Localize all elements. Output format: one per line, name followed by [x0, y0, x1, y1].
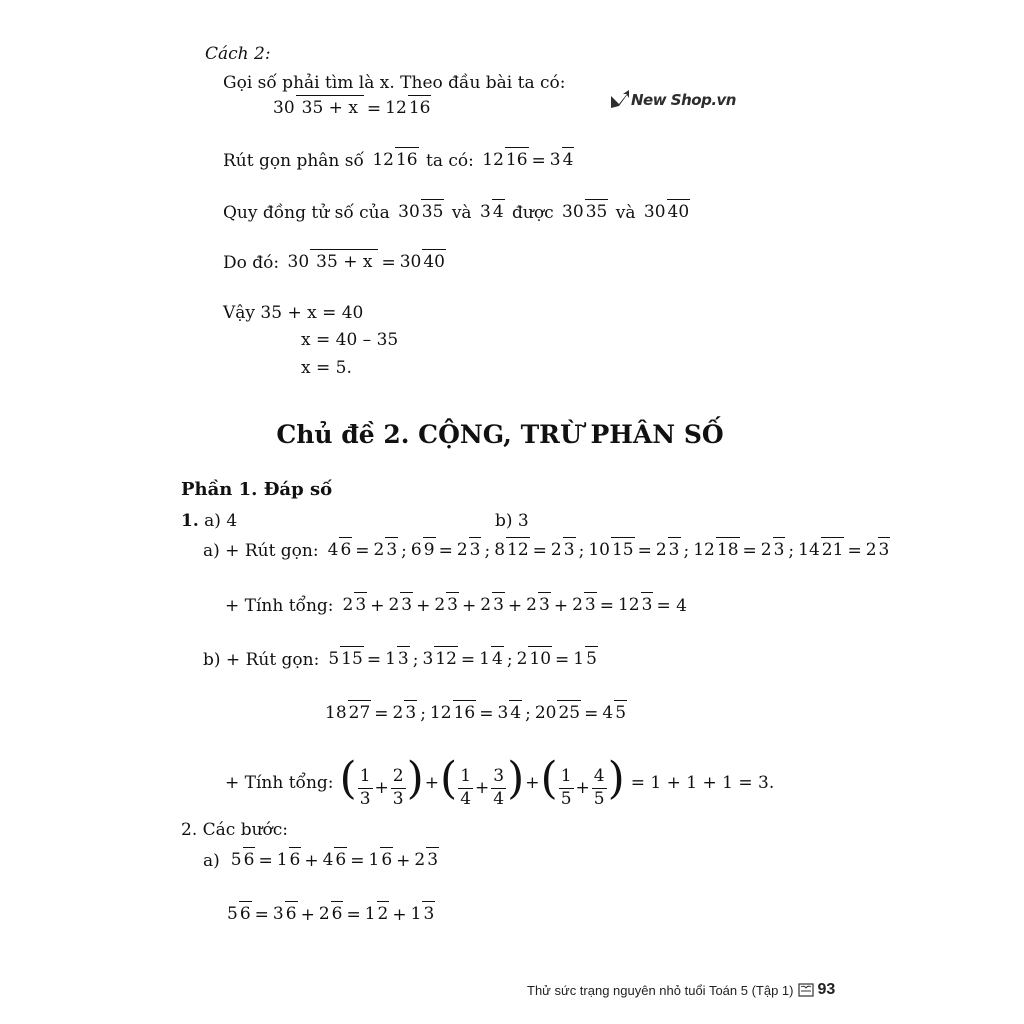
method2-line3: x = 5. [301, 358, 352, 378]
fraction [384, 651, 410, 669]
denominator: 21 [821, 537, 845, 560]
operator: + [374, 778, 389, 798]
q2-heading: 2. Các bước: [181, 820, 289, 840]
numerator: 5 [227, 904, 238, 925]
fraction [410, 906, 436, 924]
numerator: 1 [573, 649, 585, 670]
denominator: 3 [426, 847, 439, 870]
operator: = [346, 905, 361, 925]
q1-a-sum: + Tính tổng: 2 3 + 2 3 + 2 3 + 2 3 + 2 3 + 2 3 = 12 3 = 4 [225, 596, 688, 616]
logo-text: New Shop.vn [631, 91, 736, 109]
denominator: 3 [404, 700, 417, 723]
operator: = [599, 596, 614, 616]
denominator: 3 [385, 537, 398, 560]
denominator: 9 [423, 537, 436, 560]
operator: ; [506, 650, 513, 670]
q1-b-answer: b) 3 [495, 511, 529, 531]
fraction: 3 4 [549, 152, 575, 170]
method2-therefore: Do đó: 30 35 + x = 30 40 [223, 253, 448, 273]
fraction [493, 542, 529, 560]
fraction [327, 651, 363, 669]
operator: = [254, 905, 269, 925]
operator: = [742, 541, 757, 561]
numerator: 2 [392, 703, 404, 724]
operator: + [553, 596, 569, 616]
q1-a-simplify: a) + Rút gọn: 4 6 = 2 3 ; 6 9 = 2 3 ; 8 12 = 2 3 ; 10 15 = 2 3 ; 12 18 = 2 3 ; 14 21 = 2 3 [203, 541, 892, 561]
operator: + [462, 596, 477, 616]
operator: = [637, 541, 652, 561]
denominator: 6 [285, 901, 298, 924]
operator: ; [525, 704, 531, 724]
denominator: 4 [509, 700, 522, 723]
operator: + [392, 905, 407, 925]
fraction [226, 906, 252, 924]
denominator: 4 [491, 646, 504, 669]
denominator: 3 [359, 789, 371, 809]
fraction [534, 705, 581, 723]
denominator: 3 [392, 789, 404, 809]
fraction [368, 852, 394, 870]
parenthesized-group [339, 753, 424, 809]
operator: ; [683, 541, 690, 561]
method2-common: Quy đồng tử số của 30 35 và 3 4 được 30 35 và 30 40 [223, 203, 692, 223]
denominator: 6 [331, 901, 344, 924]
denominator: 27 [348, 700, 372, 723]
fraction: 3 4 [479, 204, 505, 222]
fraction: 12 16 [384, 100, 431, 118]
fraction [392, 768, 405, 809]
denominator: 25 [557, 700, 581, 723]
numerator: 12 [693, 540, 715, 561]
numerator: 1 [368, 850, 380, 871]
fraction: 30 40 [643, 204, 690, 222]
fraction [429, 705, 476, 723]
operator: + [416, 596, 431, 616]
operator: = [350, 851, 365, 871]
numerator: 2 [388, 595, 400, 616]
numerator: 4 [593, 766, 605, 787]
fraction [410, 542, 436, 560]
denominator: 6 [380, 847, 393, 870]
fraction [272, 906, 298, 924]
fraction [525, 597, 551, 615]
arrow-logo-icon [609, 90, 631, 110]
numerator: 12 [429, 703, 452, 724]
fraction [359, 768, 372, 809]
numerator: 4 [322, 850, 334, 871]
operator: ; [578, 541, 585, 561]
numerator: 2 [865, 540, 877, 561]
operator: + [304, 851, 319, 871]
numerator: 2 [572, 595, 583, 616]
operator: = [584, 704, 599, 724]
fraction [496, 705, 522, 723]
method2-simplify: Rút gọn phân số 12 16 ta có: 12 16 = 3 4 [223, 151, 576, 171]
fraction [413, 852, 439, 870]
fraction [492, 768, 505, 809]
operator: = [438, 541, 453, 561]
fraction [459, 768, 472, 809]
parenthesized-group [540, 753, 625, 809]
fraction [797, 542, 844, 560]
numerator: 1 [560, 766, 572, 787]
fraction: 12 16 [481, 152, 528, 170]
denominator: 6 [334, 847, 347, 870]
numerator: 4 [602, 703, 614, 724]
numerator: 1 [410, 904, 422, 925]
denominator: 6 [243, 847, 256, 870]
paren-open: ( [339, 753, 357, 804]
numerator: 3 [497, 703, 509, 724]
operator: = [355, 541, 370, 561]
numerator: 5 [230, 850, 242, 871]
operator: ; [484, 541, 491, 561]
operator: = [479, 704, 494, 724]
denominator: 2 [377, 901, 390, 924]
operator: ; [412, 650, 419, 670]
page-number: 93 [817, 981, 836, 998]
denominator: 16 [453, 700, 477, 723]
fraction [387, 597, 413, 615]
numerator: 5 [328, 649, 340, 670]
fraction [655, 542, 681, 560]
operator: ; [420, 704, 426, 724]
denominator: 5 [593, 789, 605, 809]
q2-row2 [224, 905, 437, 925]
footer [527, 981, 835, 999]
fraction: 12 16 [371, 152, 418, 170]
numerator: 10 [588, 540, 610, 561]
fraction [617, 597, 653, 615]
denominator: 6 [289, 847, 302, 870]
denominator: 6 [239, 901, 252, 924]
fraction [373, 542, 399, 560]
numerator: 3 [493, 766, 505, 787]
denominator: 15 [611, 537, 635, 560]
operator: ; [788, 541, 795, 561]
paren-close: ) [507, 753, 525, 804]
fraction: 30 35 + x [272, 100, 364, 118]
fraction: 30 35 [397, 204, 444, 222]
newshop-logo [609, 90, 736, 110]
denominator: 3 [584, 592, 597, 615]
denominator: 3 [422, 901, 435, 924]
fraction [516, 651, 552, 669]
operator: + [370, 596, 385, 616]
denominator: 4 [460, 789, 472, 809]
fraction [322, 852, 348, 870]
method2-line1: Vậy 35 + x = 40 [223, 303, 364, 323]
denominator: 3 [397, 646, 410, 669]
denominator: 5 [560, 789, 572, 809]
fraction [560, 768, 573, 809]
operator: = [258, 851, 273, 871]
operator: + [575, 778, 590, 798]
paren-open: ( [440, 753, 458, 804]
numerator: 2 [516, 649, 528, 670]
denominator: 4 [493, 789, 505, 809]
fraction [230, 852, 256, 870]
sum-result: = 4 [656, 596, 687, 616]
method2-intro: Gọi số phải tìm là x. Theo đầu bài ta có: [223, 73, 566, 93]
topic-title: Chủ đề 2. CỘNG, TRỪ PHÂN SỐ [276, 420, 724, 449]
denominator: 3 [492, 592, 505, 615]
fraction [318, 906, 344, 924]
operator: = [374, 704, 389, 724]
numerator: 2 [318, 904, 330, 925]
numerator: 4 [327, 540, 339, 561]
method2-eq1: 30 35 + x = 12 16 [270, 99, 433, 119]
denominator: 6 [339, 537, 352, 560]
denominator: 3 [668, 537, 681, 560]
q1-a-answer: 1. a) 4 [181, 511, 238, 531]
numerator: 2 [655, 540, 667, 561]
paren-open: ( [540, 753, 558, 804]
parenthesized-group [440, 753, 525, 809]
q1-b-simplify-row2 [322, 704, 629, 724]
denominator: 3 [400, 592, 413, 615]
fraction [392, 705, 418, 723]
denominator: 5 [614, 700, 627, 723]
method2-line2: x = 40 – 35 [301, 330, 399, 350]
q1-b-simplify-row1: b) + Rút gọn: 5 15 = 1 3 ; 3 12 = 1 4 ; 2 10 = 1 5 [203, 650, 600, 670]
fraction [865, 542, 891, 560]
numerator: 2 [526, 595, 537, 616]
numerator: 1 [479, 649, 490, 670]
numerator: 14 [798, 540, 820, 561]
fraction: 30 35 [561, 204, 608, 222]
numerator: 2 [434, 595, 446, 616]
paren-close: ) [406, 753, 424, 804]
numerator: 20 [534, 703, 557, 724]
fraction [593, 768, 606, 809]
fraction [421, 651, 457, 669]
denominator: 10 [528, 646, 552, 669]
operator: = [460, 650, 476, 670]
denominator: 3 [641, 592, 654, 615]
denominator: 3 [773, 537, 786, 560]
operator: + [300, 905, 315, 925]
operator: + [507, 596, 523, 616]
numerator: 2 [456, 540, 468, 561]
fraction: 30 40 [399, 254, 446, 272]
operator: = [366, 650, 382, 670]
denominator: 3 [354, 592, 367, 615]
denominator: 18 [716, 537, 740, 560]
fraction [571, 597, 597, 615]
fraction [342, 597, 368, 615]
operator: + [475, 778, 490, 798]
sum-result: = 1 + 1 + 1 = 3. [630, 772, 775, 793]
numerator: 2 [480, 595, 492, 616]
numerator: 1 [359, 766, 371, 787]
denominator: 3 [538, 592, 551, 615]
operator: + [424, 772, 440, 793]
denominator: 3 [446, 592, 459, 615]
fraction [324, 705, 371, 723]
denominator: 5 [585, 646, 598, 669]
fraction [587, 542, 634, 560]
denominator: 3 [469, 537, 482, 560]
numerator: 12 [617, 595, 640, 616]
part1-heading: Phần 1. Đáp số [181, 479, 333, 500]
denominator: 3 [563, 537, 576, 560]
operator: = [532, 541, 547, 561]
numerator: 2 [342, 595, 354, 616]
denominator: 12 [506, 537, 530, 560]
fraction [456, 542, 482, 560]
q2-row1: a) 5 6 = 1 6 + 4 6 = 1 6 + 2 3 [203, 851, 441, 871]
numerator: 2 [760, 540, 772, 561]
fraction [572, 651, 598, 669]
q1-b-sum: + Tính tổng: ( $\frac{1}{3}$ + $\frac{2}{3}$ ) + ( $\frac{1}{4}$ + $\frac{3}{4}$ ) + ( $\frac{1}{5}$ + $\frac{4}{5}$ ) = 1 + 1 + 1 = 3. [225, 753, 775, 809]
fraction [327, 542, 353, 560]
numerator: 8 [494, 540, 506, 561]
numerator: 2 [414, 850, 426, 871]
numerator: 1 [364, 904, 376, 925]
book-icon [798, 983, 814, 997]
operator: ; [401, 541, 407, 561]
numerator: 1 [276, 850, 288, 871]
numerator: 3 [422, 649, 434, 670]
footer-text: Thử sức trạng nguyên nhỏ tuổi Toán 5 (Tập 1) [527, 982, 794, 998]
fraction [276, 852, 302, 870]
numerator: 18 [325, 703, 347, 724]
fraction [550, 542, 576, 560]
fraction [478, 651, 504, 669]
numerator: 6 [410, 540, 422, 561]
fraction [692, 542, 739, 560]
numerator: 2 [373, 540, 385, 561]
numerator: 1 [460, 766, 472, 787]
fraction: 30 35 + x [287, 254, 379, 272]
operator: + [396, 851, 411, 871]
operator: = [555, 650, 570, 670]
numerator: 3 [272, 904, 284, 925]
method2-heading: Cách 2: [205, 44, 271, 64]
fraction [433, 597, 459, 615]
fraction [760, 542, 786, 560]
operator: = [847, 541, 862, 561]
numerator: 2 [392, 766, 404, 787]
fraction [601, 705, 627, 723]
fraction [479, 597, 505, 615]
denominator: 15 [340, 646, 364, 669]
numerator: 2 [550, 540, 562, 561]
operator: + [525, 772, 540, 793]
denominator: 12 [434, 646, 458, 669]
denominator: 3 [878, 537, 891, 560]
fraction [364, 906, 390, 924]
numerator: 1 [385, 649, 396, 670]
paren-close: ) [607, 753, 625, 804]
